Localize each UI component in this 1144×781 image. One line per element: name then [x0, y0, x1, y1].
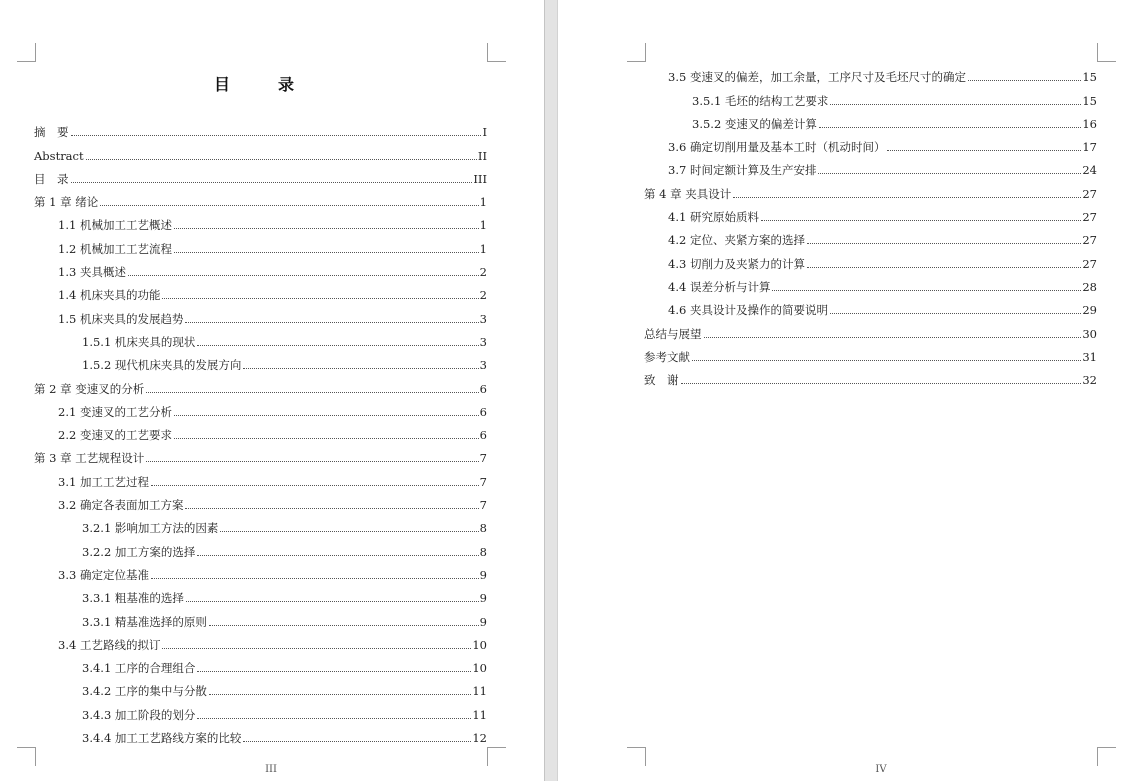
toc-entry[interactable] — [34, 605, 487, 628]
toc-title: 目 录 — [213, 75, 310, 94]
toc-entry-title: 致 谢 — [644, 373, 679, 388]
toc-entry[interactable] — [34, 372, 487, 395]
toc-entry[interactable] — [34, 232, 487, 255]
toc-entry-page: 9 — [479, 614, 487, 629]
toc-entry[interactable] — [644, 61, 1097, 84]
dot-leader — [209, 693, 471, 695]
dot-leader — [887, 149, 1081, 151]
toc-entry-page: 2 — [479, 265, 487, 280]
toc-entry-page: 6 — [479, 381, 487, 396]
toc-entry[interactable] — [34, 349, 487, 372]
toc-entry-title: 1.1 机械加工工艺概述 — [58, 218, 172, 233]
toc-entry-page: 6 — [479, 404, 487, 419]
toc-entry-page: 17 — [1082, 140, 1097, 155]
toc-entry-title: 第 3 章 工艺规程设计 — [34, 451, 145, 466]
dot-leader — [197, 554, 478, 556]
toc-entry-title: 2.1 变速叉的工艺分析 — [58, 404, 172, 419]
toc-entry-title: 摘 要 — [34, 125, 69, 140]
page-gutter — [544, 0, 558, 781]
toc-entry[interactable] — [644, 224, 1097, 247]
dot-leader — [830, 312, 1081, 314]
toc-entry[interactable] — [34, 629, 487, 652]
toc-entry-title: 第 4 章 夹具设计 — [644, 186, 732, 201]
dot-leader — [100, 204, 478, 206]
margin-corner-mark — [1097, 747, 1116, 766]
toc-entry[interactable] — [644, 84, 1097, 107]
toc-entry-title: 1.5.2 现代机床夹具的发展方向 — [82, 358, 242, 373]
dot-leader — [243, 367, 478, 369]
page-number: IV — [875, 764, 887, 775]
toc-entry-title: 目 录 — [34, 171, 69, 186]
toc-entry-title: 3.5.1 毛坯的结构工艺要求 — [692, 93, 829, 108]
toc-entry-title: 3.5 变速叉的偏差，加工余量，工序尺寸及毛坯尺寸的确定 — [668, 70, 966, 85]
toc-entry-title: 3.4.3 加工阶段的划分 — [82, 707, 196, 722]
toc-entry-title: 3.4 工艺路线的拟订 — [58, 637, 161, 652]
toc-entry-page: 1 — [479, 195, 487, 210]
toc-entry-page: 8 — [479, 544, 487, 559]
toc-entry[interactable] — [644, 294, 1097, 317]
dot-leader — [819, 126, 1081, 128]
toc-entry-title: 4.3 切削力及夹紧力的计算 — [668, 256, 805, 271]
toc-entry[interactable] — [644, 317, 1097, 340]
dot-leader — [830, 103, 1081, 105]
toc-entry-title: 3.6 确定切削用量及基本工时（机动时间） — [668, 140, 886, 155]
toc-entry-page: III — [473, 171, 487, 186]
toc-entry-title: 3.2.1 影响加工方法的因素 — [82, 521, 219, 536]
toc-entry-page: 11 — [472, 707, 487, 722]
toc-entry-page: 1 — [479, 218, 487, 233]
toc-entry[interactable] — [644, 341, 1097, 364]
toc-entry-page: 29 — [1082, 303, 1097, 318]
toc-entry-page: 7 — [479, 474, 487, 489]
toc-entry[interactable] — [644, 364, 1097, 387]
toc-entry[interactable] — [34, 559, 487, 582]
margin-corner-mark — [627, 43, 646, 62]
toc-entry[interactable] — [644, 247, 1097, 270]
toc-entry-title: 3.3.1 粗基准的选择 — [82, 591, 184, 606]
dot-leader — [807, 266, 1081, 268]
dot-leader — [692, 359, 1081, 361]
toc-entry[interactable] — [644, 108, 1097, 131]
toc-entry-page: 3 — [479, 311, 487, 326]
toc-entry-page: 7 — [479, 451, 487, 466]
dot-leader — [681, 382, 1082, 384]
toc-entry-page: 3 — [479, 334, 487, 349]
toc-entry[interactable] — [34, 652, 487, 675]
dot-leader — [968, 79, 1081, 81]
toc-entry-title: 3.7 时间定额计算及生产安排 — [668, 163, 817, 178]
dot-leader — [197, 717, 471, 719]
toc-entry-title: 3.4.4 加工工艺路线方案的比较 — [82, 731, 242, 746]
toc-entry-title: 第 1 章 绪论 — [34, 195, 99, 210]
dot-leader — [174, 414, 479, 416]
dot-leader — [704, 336, 1082, 338]
toc-entry[interactable] — [34, 535, 487, 558]
margin-corner-mark — [17, 747, 36, 766]
dot-leader — [162, 647, 471, 649]
toc-entry-page: 28 — [1082, 279, 1097, 294]
dot-leader — [185, 321, 478, 323]
toc-entry-page: I — [482, 125, 487, 140]
toc-entry-title: Abstract — [34, 148, 84, 163]
toc-entry[interactable] — [34, 209, 487, 232]
margin-corner-mark — [487, 43, 506, 62]
dot-leader — [243, 740, 471, 742]
toc-entry-page: 10 — [472, 661, 487, 676]
toc-entry[interactable] — [644, 154, 1097, 177]
toc-entry-page: II — [477, 148, 487, 163]
toc-entry-page: 9 — [479, 591, 487, 606]
toc-entry-page: 16 — [1082, 116, 1097, 131]
toc-entry-page: 7 — [479, 498, 487, 513]
margin-corner-mark — [487, 747, 506, 766]
toc-entry-page: 12 — [472, 731, 487, 746]
margin-corner-mark — [17, 43, 36, 62]
toc-entry-page: 3 — [479, 358, 487, 373]
dot-leader — [818, 172, 1081, 174]
toc-entry-title: 3.5.2 变速叉的偏差计算 — [692, 116, 817, 131]
toc-entry[interactable] — [34, 326, 487, 349]
toc-entry-title: 3.1 加工工艺过程 — [58, 474, 149, 489]
dot-leader — [128, 274, 479, 276]
toc-entry[interactable] — [34, 163, 487, 186]
toc-entry-page: 24 — [1082, 163, 1097, 178]
dot-leader — [146, 460, 478, 462]
toc-entry-title: 1.5.1 机床夹具的现状 — [82, 334, 196, 349]
dot-leader — [733, 196, 1081, 198]
toc-entry[interactable] — [34, 116, 487, 139]
toc-entry-page: 27 — [1082, 256, 1097, 271]
toc-entry-title: 4.1 研究原始质料 — [668, 210, 759, 225]
toc-entry-title: 1.5 机床夹具的发展趋势 — [58, 311, 184, 326]
margin-corner-mark — [1097, 43, 1116, 62]
document-page-right — [558, 0, 1144, 781]
toc-entry[interactable] — [34, 489, 487, 512]
toc-entry[interactable] — [34, 302, 487, 325]
toc-list-right — [644, 61, 1097, 387]
toc-entry[interactable] — [34, 512, 487, 535]
dot-leader — [185, 507, 478, 509]
toc-entry-title: 3.4.2 工序的集中与分散 — [82, 684, 207, 699]
toc-entry-page: 30 — [1082, 326, 1097, 341]
toc-entry-title: 3.2.2 加工方案的选择 — [82, 544, 196, 559]
toc-entry-title: 3.4.1 工序的合理组合 — [82, 661, 196, 676]
toc-entry-page: 9 — [479, 567, 487, 582]
document-page-left — [0, 0, 544, 781]
toc-entry[interactable] — [34, 675, 487, 698]
toc-entry[interactable] — [34, 186, 487, 209]
dot-leader — [761, 219, 1081, 221]
dot-leader — [174, 437, 479, 439]
dot-leader — [151, 484, 479, 486]
dot-leader — [146, 391, 478, 393]
toc-entry[interactable] — [644, 177, 1097, 200]
dot-leader — [197, 344, 478, 346]
toc-entry-page: 8 — [479, 521, 487, 536]
dot-leader — [772, 289, 1081, 291]
toc-entry-title: 4.2 定位、夹紧方案的选择 — [668, 233, 805, 248]
toc-entry-page: 15 — [1082, 93, 1097, 108]
toc-entry[interactable] — [34, 722, 487, 745]
toc-entry[interactable] — [34, 442, 487, 465]
toc-entry[interactable] — [644, 201, 1097, 224]
toc-entry-page: 27 — [1082, 186, 1097, 201]
dot-leader — [162, 297, 478, 299]
toc-entry-page: 15 — [1082, 70, 1097, 85]
toc-entry-page: 27 — [1082, 210, 1097, 225]
toc-entry-title: 3.2 确定各表面加工方案 — [58, 498, 184, 513]
toc-entry-page: 27 — [1082, 233, 1097, 248]
dot-leader — [71, 134, 482, 136]
toc-entry[interactable] — [34, 465, 487, 488]
toc-entry[interactable] — [34, 419, 487, 442]
toc-entry-page: 31 — [1082, 349, 1097, 364]
dot-leader — [220, 530, 478, 532]
toc-entry-page: 11 — [472, 684, 487, 699]
toc-entry[interactable] — [34, 256, 487, 279]
toc-entry[interactable] — [34, 139, 487, 162]
page-number: III — [265, 764, 277, 775]
toc-entry-page: 1 — [479, 241, 487, 256]
dot-leader — [174, 227, 479, 229]
dot-leader — [151, 577, 479, 579]
dot-leader — [197, 670, 471, 672]
toc-entry-title: 2.2 变速叉的工艺要求 — [58, 428, 172, 443]
toc-list-left — [34, 116, 487, 745]
toc-entry-title: 3.3 确定定位基准 — [58, 567, 149, 582]
dot-leader — [186, 600, 479, 602]
toc-entry[interactable] — [34, 582, 487, 605]
toc-entry-title: 第 2 章 变速叉的分析 — [34, 381, 145, 396]
toc-entry[interactable] — [644, 131, 1097, 154]
toc-entry[interactable] — [34, 279, 487, 302]
toc-entry-page: 6 — [479, 428, 487, 443]
margin-corner-mark — [627, 747, 646, 766]
toc-entry-title: 4.4 误差分析与计算 — [668, 279, 771, 294]
toc-entry-title: 总结与展望 — [644, 326, 702, 341]
toc-entry-title: 1.2 机械加工工艺流程 — [58, 241, 172, 256]
toc-entry-page: 10 — [472, 637, 487, 652]
dot-leader — [209, 624, 479, 626]
toc-entry-title: 1.3 夹具概述 — [58, 265, 126, 280]
toc-entry-title: 参考文献 — [644, 349, 690, 364]
toc-entry[interactable] — [34, 698, 487, 721]
dot-leader — [86, 158, 477, 160]
toc-entry-page: 2 — [479, 288, 487, 303]
toc-entry-title: 1.4 机床夹具的功能 — [58, 288, 161, 303]
toc-entry-title: 4.6 夹具设计及操作的简要说明 — [668, 303, 828, 318]
dot-leader — [174, 251, 479, 253]
dot-leader — [71, 181, 473, 183]
toc-entry-title: 3.3.1 精基准选择的原则 — [82, 614, 207, 629]
dot-leader — [807, 242, 1081, 244]
toc-entry[interactable] — [34, 396, 487, 419]
toc-entry[interactable] — [644, 271, 1097, 294]
toc-entry-page: 32 — [1082, 373, 1097, 388]
